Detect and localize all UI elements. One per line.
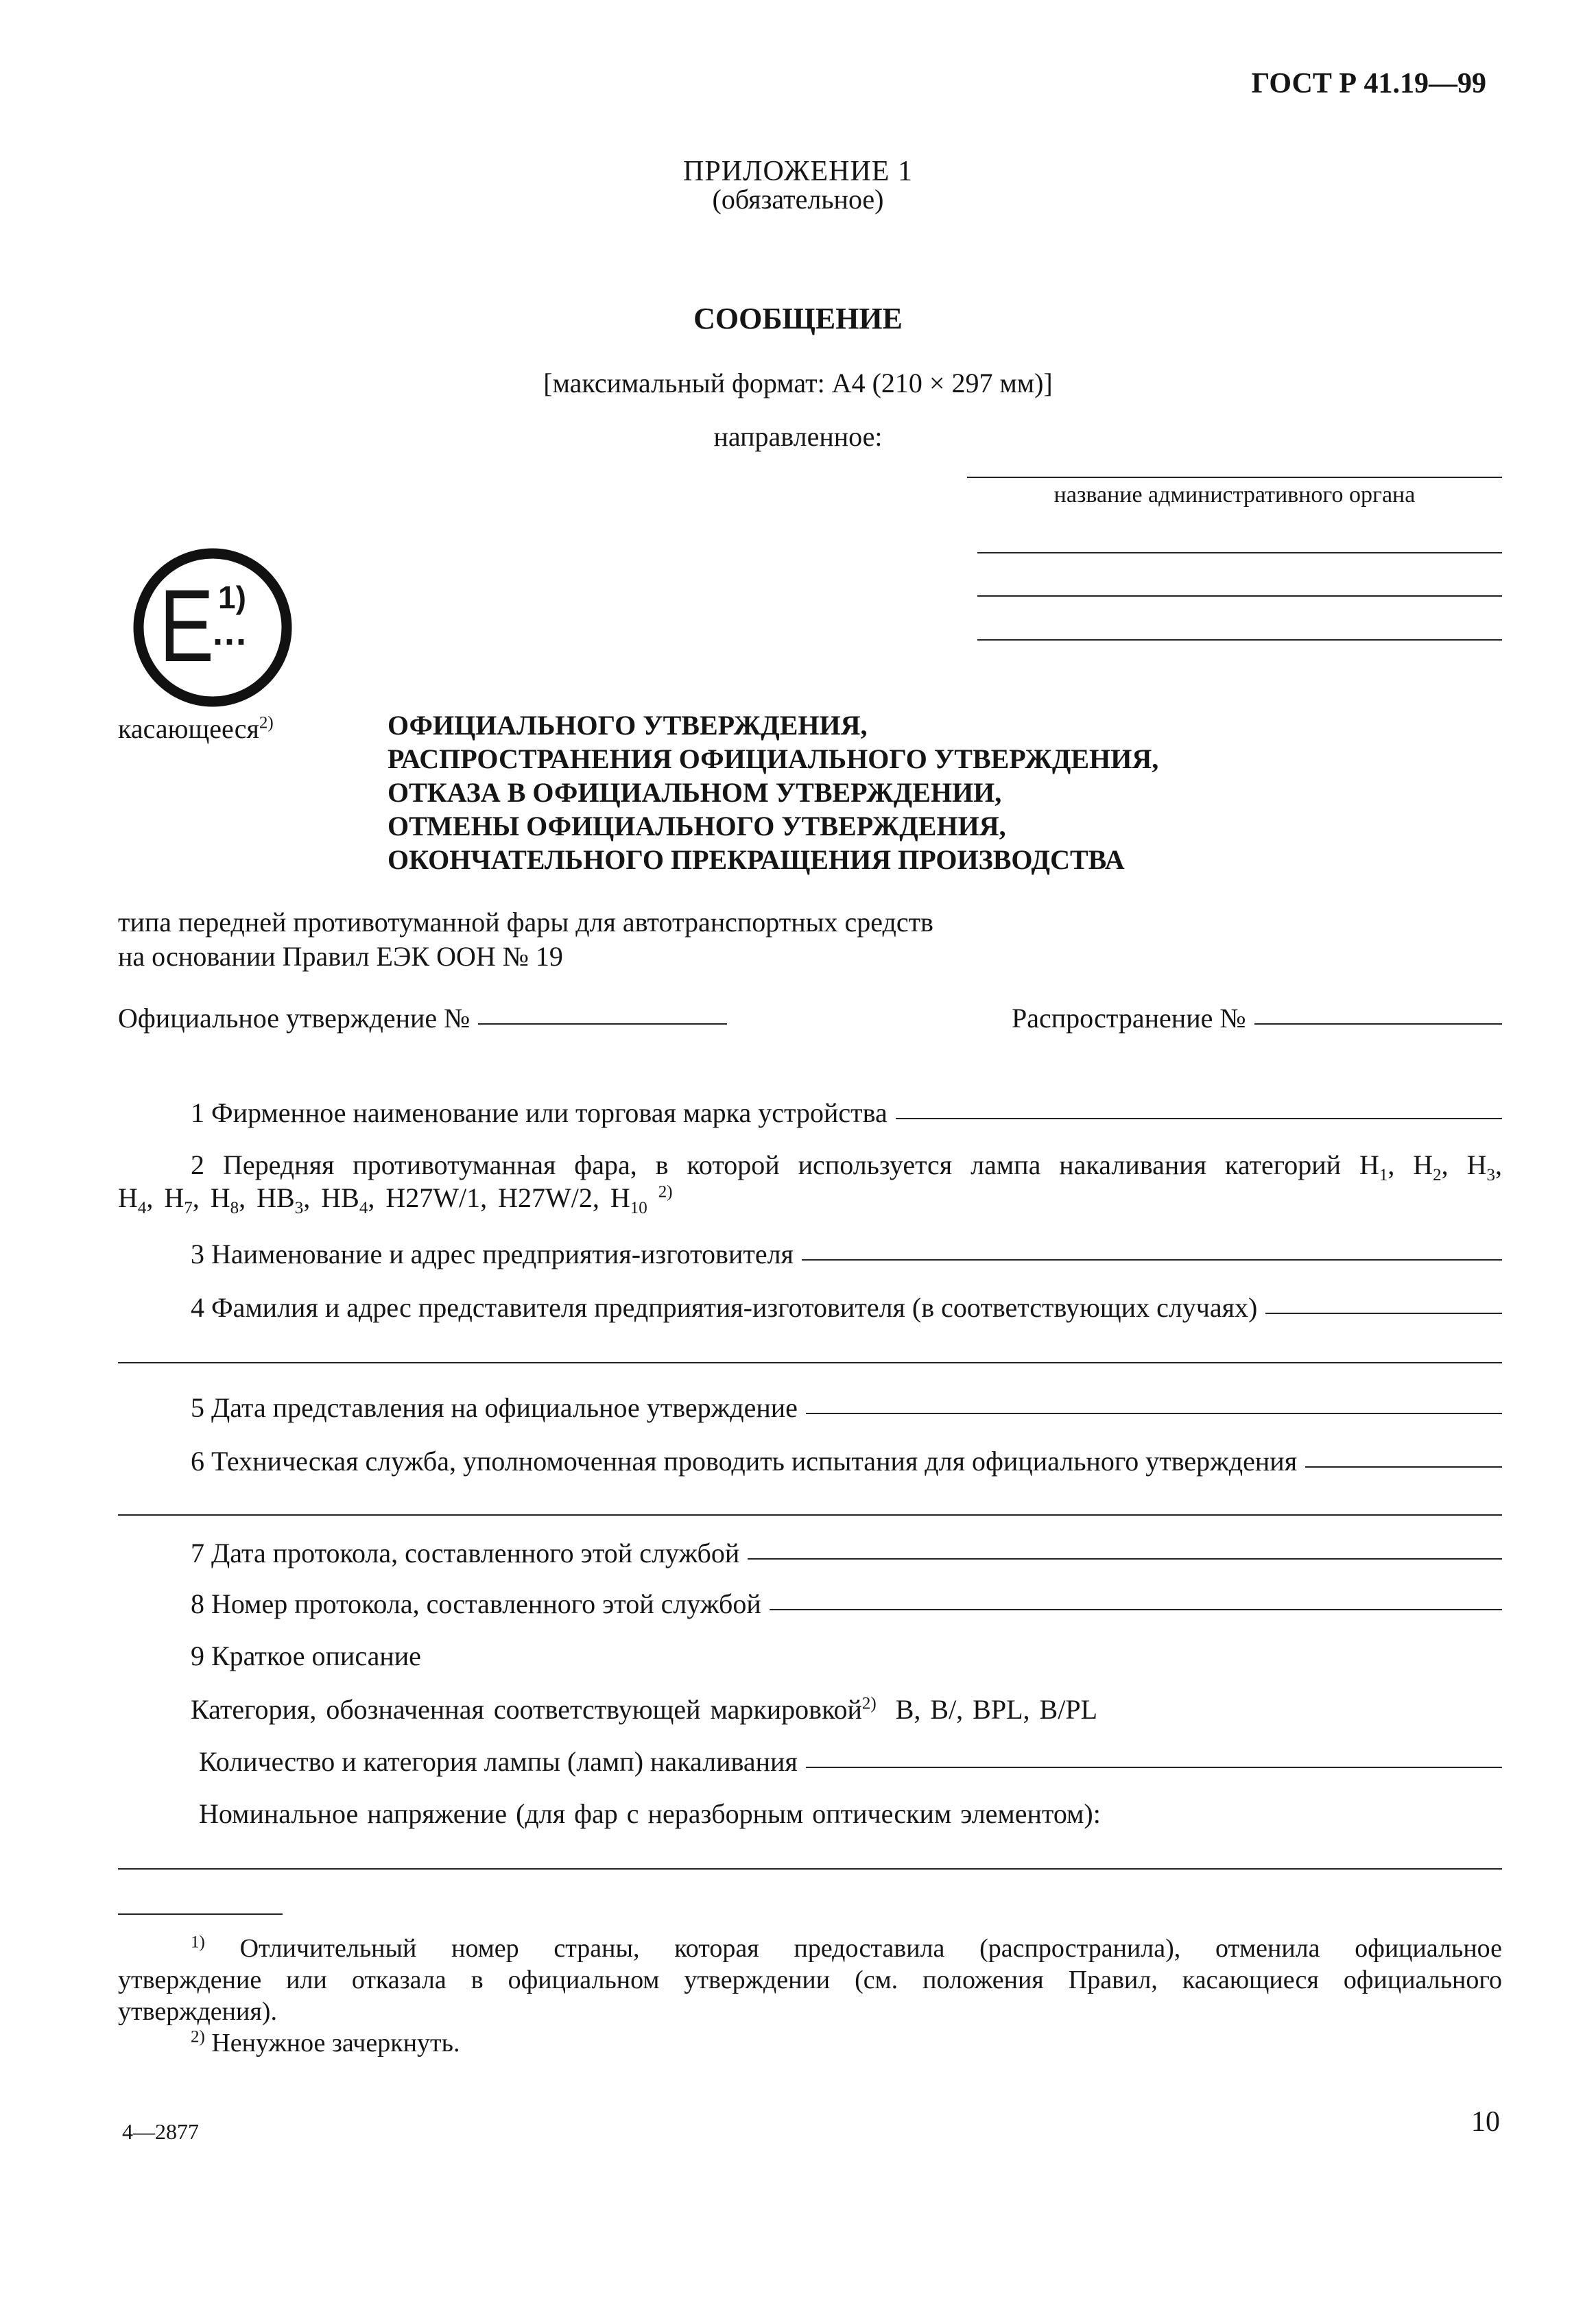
approval-number-label: Официальное утверждение № [118,1003,471,1034]
item-2-cont: H [118,1182,138,1213]
item-6-field[interactable] [1305,1466,1502,1468]
item-6-label: 6 Техническая служба, уполномоченная проводить испытания для официального утверждения [191,1446,1298,1477]
item-3-label: 3 Наименование и адрес предприятия-изготовителя [191,1239,794,1269]
concerning-item: ОТКАЗА В ОФИЦИАЛЬНОМ УТВЕРЖДЕНИИ, [388,777,1002,808]
footnote-2-mark: 2) [191,2027,205,2047]
lamps-label: Количество и категория лампы (ламп) накаливания [199,1746,798,1777]
item-8-row [191,1588,1502,1620]
category-footnote-ref: 2) [861,1694,877,1713]
authority-line-2 [977,552,1502,553]
authority-line [967,477,1502,478]
voltage-field[interactable] [118,1868,1502,1870]
item-4-continuation-line[interactable] [118,1362,1502,1363]
item-2-text: 2 Передняя противотуманная фара, в которой используется лампа накаливания категорий H [191,1149,1379,1180]
approval-number-row [118,1003,727,1034]
authority-line-3 [977,595,1502,597]
item-6-continuation-line[interactable] [118,1514,1502,1516]
item-3-row [191,1239,1502,1270]
concerning-label-text: касающееся [118,713,259,744]
item-4-label: 4 Фамилия и адрес представителя предприятия-изготовителя (в соответствующих случаях) [191,1292,1258,1323]
page-number: 10 [1471,2106,1500,2138]
concerning-item: ОТМЕНЫ ОФИЦИАЛЬНОГО УТВЕРЖДЕНИЯ, [388,811,1006,842]
print-code: 4—2877 [122,2119,199,2144]
extension-number-label: Распространение № [1012,1003,1246,1034]
item-7-label: 7 Дата протокола, составленного этой службой [191,1538,740,1568]
item-1-field[interactable] [896,1118,1502,1119]
category-line [191,1694,1097,1726]
item-7-field[interactable] [748,1558,1502,1560]
authority-line-4 [977,639,1502,641]
lamps-row [199,1746,1502,1778]
e-mark-letter: E [159,568,215,683]
device-type-line: типа передней противотуманной фары для автотранспортных средств [118,907,933,938]
item-5-label: 5 Дата представления на официальное утверждение [191,1392,798,1423]
item-9-label: 9 Краткое описание [191,1640,421,1671]
authority-caption: название административного органа [1053,482,1416,508]
footnote-2 [191,2029,460,2059]
item-1-label: 1 Фирменное наименование или торговая марка устройства [191,1097,888,1128]
concerning-item: ОКОНЧАТЕЛЬНОГО ПРЕКРАЩЕНИЯ ПРОИЗВОДСТВА [388,844,1125,875]
item-2-line-2: $H_4$, $H_7$, $H_8$, $HB_3$, $HB_4$, H27W/1, H27W/2, $H_{10}$ $^{2)}$ [118,1182,673,1217]
max-format: [максимальный формат: А4 (210 × 297 мм)] [543,368,1053,398]
item-7-row [191,1538,1502,1569]
concerning-label [118,713,274,745]
item-1-row [191,1097,1502,1129]
footnote-1-line: утверждения). [118,1997,277,2026]
footnote-1-mark: 1) [191,1933,205,1952]
concerning-footnote-ref: 2) [259,713,274,732]
item-4-field[interactable] [1265,1313,1502,1314]
footnote-separator [118,1913,283,1915]
lamps-field[interactable] [806,1767,1502,1768]
approval-number-field[interactable] [478,1023,727,1025]
annex-status: (обязательное) [712,184,884,215]
e-mark-emblem [130,545,295,710]
annex-title: ПРИЛОЖЕНИЕ 1 [683,156,913,187]
item-4-row [191,1292,1502,1324]
category-values: B, B/, BPL, B/PL [895,1694,1098,1725]
voltage-label: Номинальное напряжение (для фар с неразборным оптическим элементом): [199,1798,1101,1829]
footnote-1-text: Отличительный номер страны, которая предоставила (распространила), отменила официальное [239,1934,1502,1963]
doc-title: СООБЩЕНИЕ [693,302,903,335]
e-mark-dots: ... [213,612,248,653]
item-2-line-1: 2 Передняя противотуманная фара, в которой используется лампа накаливания категорий $H_1$, $H_2$, $H_3$, [191,1149,1502,1184]
sent-to-label: направленное: [713,421,883,452]
concerning-item: ОФИЦИАЛЬНОГО УТВЕРЖДЕНИЯ, [388,710,868,741]
item-8-field[interactable] [770,1609,1502,1610]
item-6-row [191,1446,1502,1477]
device-type-line: на основании Правил ЕЭК ООН № 19 [118,941,563,972]
e-mark-note: 1) [218,580,246,615]
item-5-field[interactable] [806,1413,1502,1414]
footnote-2-text: Ненужное зачеркнуть. [211,2029,460,2057]
footnote-1-line [118,1933,1502,1964]
extension-number-field[interactable] [1254,1023,1502,1025]
extension-number-row [1012,1003,1502,1034]
item-8-label: 8 Номер протокола, составленного этой службой [191,1588,761,1619]
device-type-text [118,905,933,974]
footnote-1 [118,1933,1502,2027]
concerning-list [388,708,1158,876]
category-label: Категория, обозначенная соответствующей маркировкой [191,1694,862,1725]
concerning-item: РАСПРОСТРАНЕНИЯ ОФИЦИАЛЬНОГО УТВЕРЖДЕНИЯ, [388,743,1159,774]
item-5-row [191,1392,1502,1424]
item-2-footnote-ref: 2) [658,1182,673,1202]
item-3-field[interactable] [802,1259,1502,1261]
footnote-1-line: утверждение или отказала в официальном утверждении (см. положения Правил, касающиеся официального [118,1966,1502,1994]
standard-number: ГОСТ Р 41.19—99 [1251,68,1486,99]
